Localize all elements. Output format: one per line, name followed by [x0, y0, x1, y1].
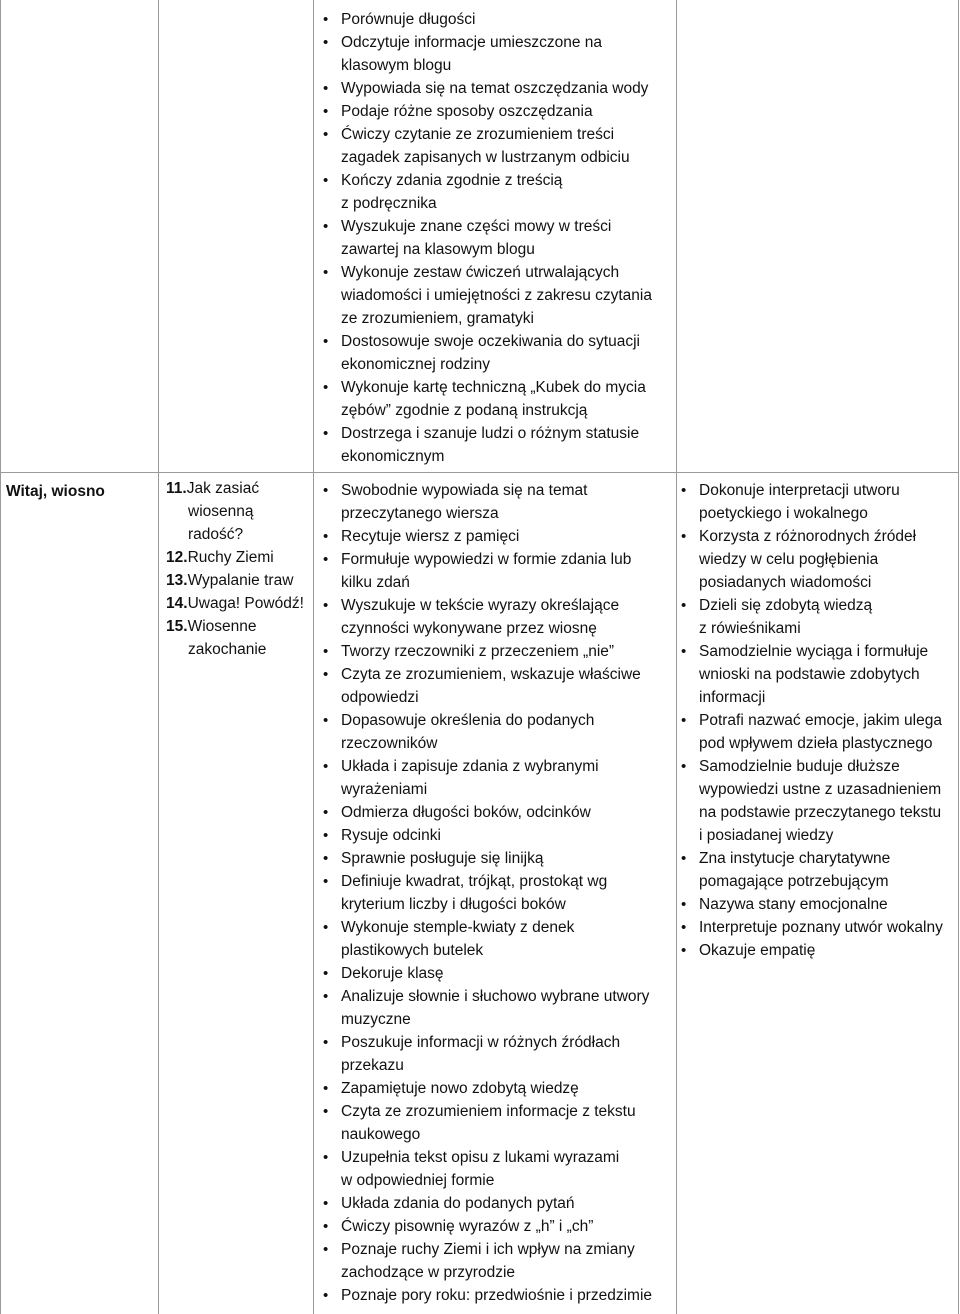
skill-item [321, 1238, 673, 1284]
skill-item [679, 709, 957, 755]
lesson-number: 13. [166, 572, 188, 589]
skill-item-line: • Poznaje ruchy Ziemi i ich wpływ na zmiany [341, 1241, 635, 1258]
skill-item-line: muzyczne [341, 1011, 411, 1028]
skill-item [321, 261, 673, 330]
skill-item [679, 939, 957, 962]
top-skills-cell [321, 8, 673, 468]
skill-item-line: • Definiuje kwadrat, trójkąt, prostokąt wg [341, 873, 608, 890]
skill-item-line: posiadanych wiadomości [699, 574, 872, 591]
skill-item-line: • Samodzielnie wyciąga i formułuje [699, 643, 929, 660]
lesson-title-text: Wiosenne [187, 618, 257, 635]
skill-item-line: zawartej na klasowym blogu [341, 241, 535, 258]
skill-item [679, 640, 957, 709]
lesson-item [166, 592, 311, 615]
skill-item [321, 1284, 673, 1307]
skill-item-line: • Zna instytucje charytatywne [699, 850, 891, 867]
lesson-item [166, 477, 311, 546]
skill-item-line: pod wpływem dzieła plastycznego [699, 735, 933, 752]
skill-item-line: • Dekoruje klasę [341, 965, 444, 982]
advanced-skills-list [679, 479, 957, 962]
skill-item-line: • Nazywa stany emocjonalne [699, 896, 888, 913]
skill-item [321, 985, 673, 1031]
skill-item-line: • Wypowiada się na temat oszczędzania wody [341, 80, 649, 97]
skill-item-line: kryterium liczby i długości boków [341, 896, 566, 913]
skill-item-line: • Ćwiczy czytanie ze zrozumieniem treści [341, 126, 615, 143]
skill-item-line: ze zrozumieniem, gramatyki [341, 310, 534, 327]
lesson-number: 11. [166, 480, 187, 497]
skill-item [321, 801, 673, 824]
skill-item-line: • Sprawnie posługuje się linijką [341, 850, 544, 867]
skill-item-line: • Dostrzega i szanuje ludzi o różnym statusie [341, 425, 640, 442]
skill-item [321, 525, 673, 548]
skill-item-line: z rówieśnikami [699, 620, 801, 637]
skill-item [321, 962, 673, 985]
skill-item-line: • Rysuje odcinki [341, 827, 441, 844]
lesson-title-text: Ruchy Ziemi [187, 549, 274, 566]
lesson-title-text: Uwaga! Powódź! [187, 595, 304, 612]
skill-item-line: • Poznaje pory roku: przedwiośnie i przedzimie [341, 1287, 653, 1304]
skill-item [679, 847, 957, 893]
skill-item-line: • Recytuje wiersz z pamięci [341, 528, 520, 545]
top-skills-list [321, 8, 673, 468]
skill-item [321, 1192, 673, 1215]
skill-item-line: • Czyta ze zrozumieniem, wskazuje właściwe [341, 666, 641, 683]
skill-item [321, 169, 673, 215]
skill-item-line: przeczytanego wiersza [341, 505, 499, 522]
skill-item-line: • Analizuje słownie i słuchowo wybrane utwory [341, 988, 650, 1005]
skill-item [321, 376, 673, 422]
lesson-title-line: zakochanie [188, 641, 267, 658]
skill-item-line: • Układa zdania do podanych pytań [341, 1195, 575, 1212]
skill-item [679, 755, 957, 847]
skill-item-line: • Formułuje wypowiedzi w formie zdania lub [341, 551, 632, 568]
skill-item [321, 123, 673, 169]
skill-item-line: wiedzy w celu pogłębienia [699, 551, 879, 568]
lesson-title-line: wiosenną [188, 503, 254, 520]
lesson-number: 12. [166, 549, 188, 566]
skill-item-line: • Potrafi nazwać emocje, jakim ulega [699, 712, 942, 729]
skill-item [321, 709, 673, 755]
skill-item-line: przekazu [341, 1057, 404, 1074]
skill-item [321, 31, 673, 77]
lesson-item [166, 615, 311, 661]
skill-item [679, 916, 957, 939]
skill-item-line: • Układa i zapisuje zdania z wybranymi [341, 758, 599, 775]
skill-item-line: zębów” zgodnie z podaną instrukcją [341, 402, 588, 419]
skill-item [679, 893, 957, 916]
skill-item-line: • Korzysta z różnorodnych źródeł [699, 528, 917, 545]
skill-item-line: • Odmierza długości boków, odcinków [341, 804, 591, 821]
skill-item [321, 1215, 673, 1238]
skill-item [321, 1100, 673, 1146]
skill-item-line: • Zapamiętuje nowo zdobytą wiedzę [341, 1080, 579, 1097]
skill-item [321, 824, 673, 847]
skill-item [321, 1077, 673, 1100]
skill-item-line: czynności wykonywane przez wiosnę [341, 620, 597, 637]
skill-item-line: wyrażeniami [341, 781, 428, 798]
skill-item-line: • Samodzielnie buduje dłuższe [699, 758, 900, 775]
skill-item-line: • Wykonuje stemple-kwiaty z denek [341, 919, 575, 936]
skill-item [321, 916, 673, 962]
skill-item-line: • Ćwiczy pisownię wyrazów z „h” i „ch” [341, 1218, 594, 1235]
lesson-title-text: Jak zasiać [186, 480, 260, 497]
skill-item-line: • Dokonuje interpretacji utworu [699, 482, 900, 499]
skill-item-line: na podstawie przeczytanego tekstu [699, 804, 942, 821]
lesson-title-line: radość? [188, 526, 244, 543]
lesson-item [166, 569, 311, 592]
lessons-list [166, 477, 311, 661]
skill-item-line: • Interpretuje poznany utwór wokalny [699, 919, 943, 936]
skill-item-line: • Wykonuje zestaw ćwiczeń utrwalających [341, 264, 620, 281]
skill-item-line: wypowiedzi ustne z uzasadnieniem [699, 781, 942, 798]
skill-item-line: • Dostosowuje swoje oczekiwania do sytuacji [341, 333, 640, 350]
skill-item [321, 77, 673, 100]
skill-item [321, 548, 673, 594]
skill-item-line: • Porównuje długości [341, 11, 476, 28]
lesson-title [166, 615, 311, 638]
skill-item-line: • Dzieli się zdobytą wiedzą [699, 597, 873, 614]
skill-item [321, 594, 673, 640]
skills-list [321, 479, 673, 1307]
skill-item-line: plastikowych butelek [341, 942, 484, 959]
skill-item-line: i posiadanej wiedzy [699, 827, 834, 844]
skill-item [321, 847, 673, 870]
skill-item-line: • Kończy zdania zgodnie z treścią [341, 172, 563, 189]
skill-item-line: kilku zdań [341, 574, 410, 591]
skill-item-line: klasowym blogu [341, 57, 452, 74]
skill-item [321, 1146, 673, 1192]
skill-item-line: zachodzące w przyrodzie [341, 1264, 516, 1281]
skill-item-line: • Dopasowuje określenia do podanych [341, 712, 595, 729]
skill-item [321, 422, 673, 468]
table-border-col3 [676, 0, 677, 1314]
skill-item-line: • Swobodnie wypowiada się na temat [341, 482, 588, 499]
lesson-title [166, 569, 311, 592]
skill-item-line: • Uzupełnia tekst opisu z lukami wyrazami [341, 1149, 620, 1166]
skill-item [321, 479, 673, 525]
skill-item-line: ekonomicznym [341, 448, 445, 465]
skill-item-line: w odpowiedniej formie [341, 1172, 495, 1189]
skill-item-line: naukowego [341, 1126, 421, 1143]
skill-item-line: • Wyszukuje znane części mowy w treści [341, 218, 612, 235]
lesson-number: 14. [166, 595, 188, 612]
lesson-title [166, 592, 311, 615]
table-border-col2 [313, 0, 314, 1314]
skill-item-line: ekonomicznej rodziny [341, 356, 491, 373]
table-border-left [0, 0, 1, 1314]
topic-title: Witaj, wiosno [6, 483, 105, 500]
skills-cell [321, 479, 673, 1307]
skill-item [321, 640, 673, 663]
lesson-title [166, 477, 311, 500]
skill-item-line: • Podaje różne sposoby oszczędzania [341, 103, 593, 120]
skill-item [679, 525, 957, 594]
skill-item-line: zagadek zapisanych w lustrzanym odbiciu [341, 149, 630, 166]
skill-item [321, 330, 673, 376]
table-border-right [958, 0, 959, 1314]
skill-item-line: • Czyta ze zrozumieniem informacje z tekstu [341, 1103, 636, 1120]
skill-item-line: • Poszukuje informacji w różnych źródłach [341, 1034, 621, 1051]
skill-item-line: pomagające potrzebującym [699, 873, 889, 890]
skill-item [679, 479, 957, 525]
table-border-col1 [158, 0, 159, 1314]
lesson-item [166, 546, 311, 569]
skill-item [321, 663, 673, 709]
skill-item-line: • Tworzy rzeczowniki z przeczeniem „nie” [341, 643, 615, 660]
skill-item-line: • Okazuje empatię [699, 942, 816, 959]
skill-item [321, 215, 673, 261]
lesson-number: 15. [166, 618, 188, 635]
skill-item-line: poetyckiego i wokalnego [699, 505, 868, 522]
skill-item-line: rzeczowników [341, 735, 438, 752]
row-divider [0, 472, 958, 473]
skill-item [321, 755, 673, 801]
skill-item-line: z podręcznika [341, 195, 437, 212]
skill-item [321, 8, 673, 31]
skill-item-line: odpowiedzi [341, 689, 419, 706]
skill-item-line: • Odczytuje informacje umieszczone na [341, 34, 603, 51]
skill-item-line: informacji [699, 689, 766, 706]
skill-item-line: wnioski na podstawie zdobytych [699, 666, 920, 683]
skill-item [679, 594, 957, 640]
skill-item [321, 1031, 673, 1077]
skill-item [321, 100, 673, 123]
skill-item-line: • Wyszukuje w tekście wyrazy określające [341, 597, 620, 614]
skill-item-line: • Wykonuje kartę techniczną „Kubek do mycia [341, 379, 646, 396]
lesson-title-text: Wypalanie traw [187, 572, 294, 589]
skill-item [321, 870, 673, 916]
lesson-title [166, 546, 311, 569]
skill-item-line: wiadomości i umiejętności z zakresu czytania [341, 287, 652, 304]
advanced-skills-cell [679, 479, 957, 962]
